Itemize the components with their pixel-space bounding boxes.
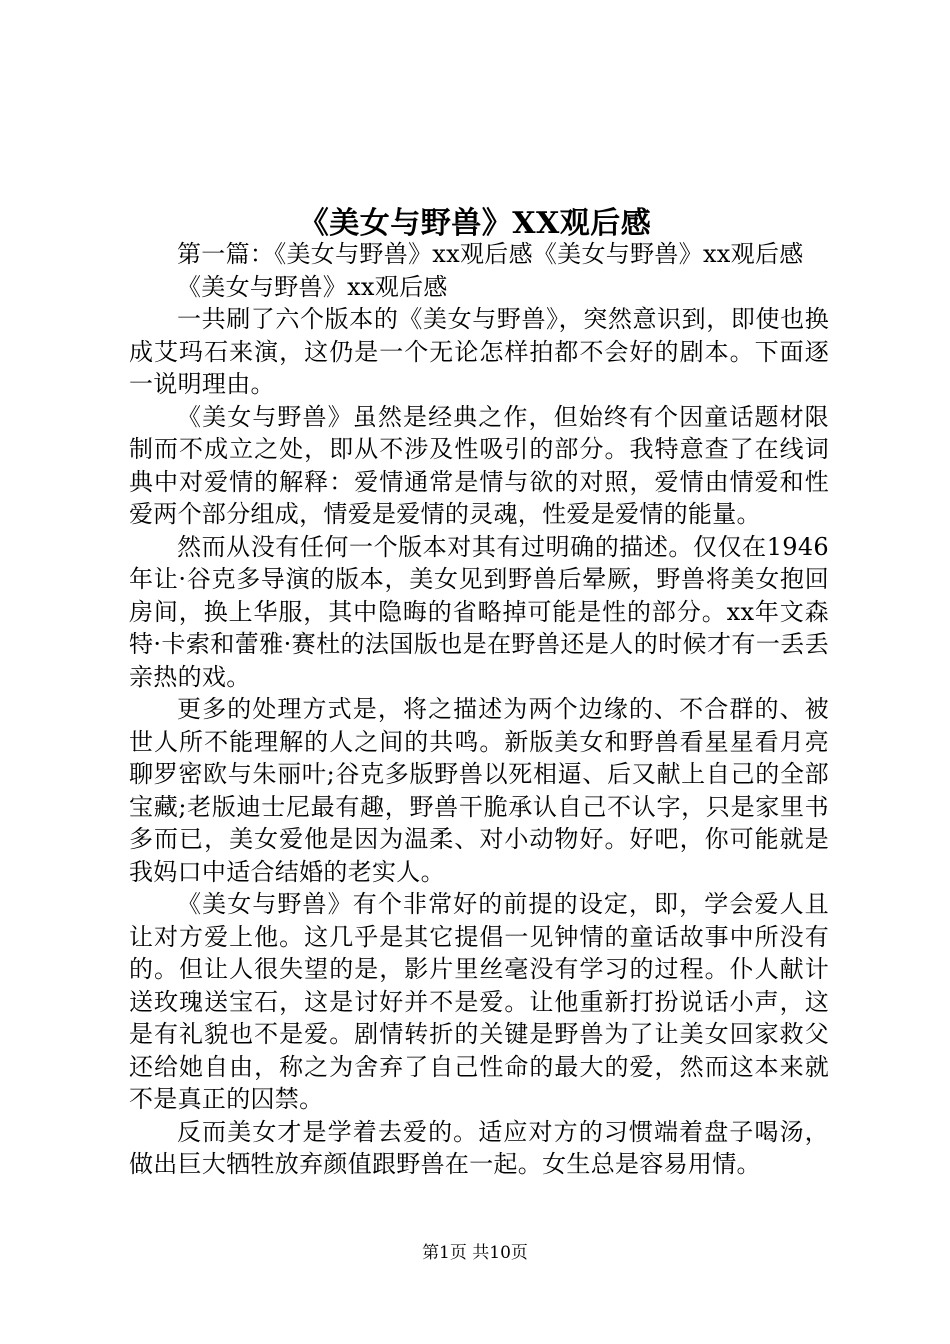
paragraph: 《美女与野兽》虽然是经典之作，但始终有个因童话题材限制而不成立之处，即从不涉及性吸引的部分。我特意查了在线词典中对爱情的解释：爱情通常是情与欲的对照，爱情由情爱和性爱两个部分组成，情爱是爱情的灵魂，性爱是爱情的能量。 xyxy=(129,402,829,528)
paragraph: 一共刷了六个版本的《美女与野兽》，突然意识到，即使也换成艾玛石来演，这仍是一个无论怎样拍都不会好的剧本。下面逐一说明理由。 xyxy=(129,305,829,398)
paragraph: 第一篇：《美女与野兽》xx观后感《美女与野兽》xx观后感 xyxy=(177,240,804,268)
paragraph: 然而从没有任何一个版本对其有过明确的描述。仅仅在1946年让·谷克多导演的版本，美女见到野兽后晕厥，野兽将美女抱回房间，换上华服，其中隐晦的省略掉可能是性的部分。xx年文森特·卡索和蕾雅·赛杜的法国版也是在野兽还是人的时候才有一丢丢亲热的戏。 xyxy=(129,532,829,691)
page-number-footer: 第1页 共10页 xyxy=(422,1243,528,1263)
document-body xyxy=(129,238,829,1181)
paragraph: 更多的处理方式是，将之描述为两个边缘的、不合群的、被世人所不能理解的人之间的共鸣。新版美女和野兽看星星看月亮聊罗密欧与朱丽叶;谷克多版野兽以死相逼、后又献上自己的全部宝藏;老版迪士尼最有趣，野兽干脆承认自己不认字，只是家里书多而已，美女爱他是因为温柔、对小动物好。好吧，你可能就是我妈口中适合结婚的老实人。 xyxy=(129,695,829,886)
paragraph: 反而美女才是学着去爱的。适应对方的习惯端着盘子喝汤，做出巨大牺牲放弃颜值跟野兽在一起。女生总是容易用情。 xyxy=(129,1117,829,1178)
paragraph: 《美女与野兽》xx观后感 xyxy=(177,272,448,301)
document-title: 《美女与野兽》XX观后感 xyxy=(298,206,652,242)
paragraph: 《美女与野兽》有个非常好的前提的设定，即，学会爱人且让对方爱上他。这几乎是其它提倡一见钟情的童话故事中所没有的。但让人很失望的是，影片里丝毫没有学习的过程。仆人献计送玫瑰送宝石，这是讨好并不是爱。让他重新打扮说话小声，这是有礼貌也不是爱。剧情转折的关键是野兽为了让美女回家救父还给她自由，称之为舍弃了自己性命的最大的爱，然而这本来就不是真正的囚禁。 xyxy=(129,890,829,1113)
